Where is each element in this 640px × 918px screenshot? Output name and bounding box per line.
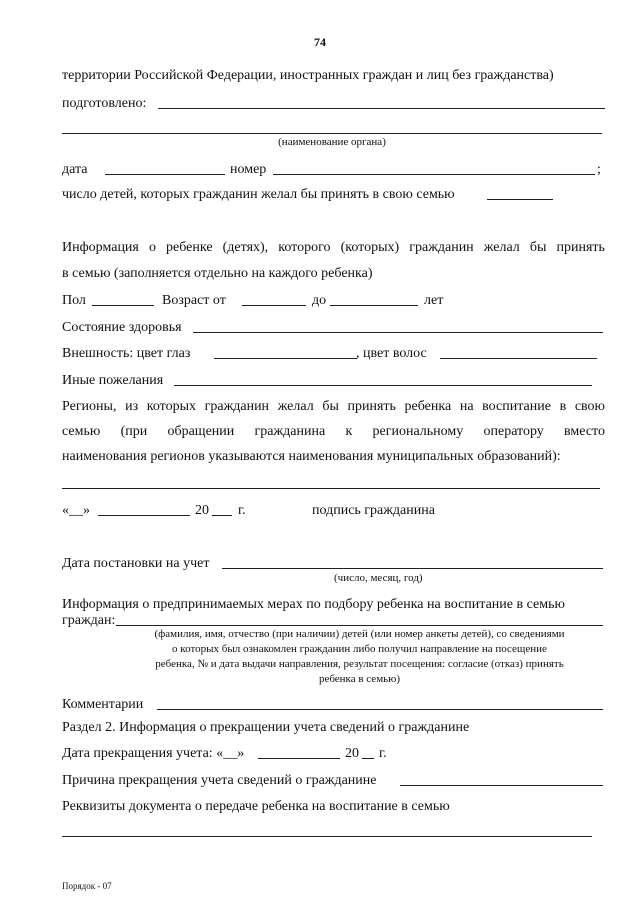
measures-line-1: Информация о предпринимаемых мерах по подбору ребенка на воспитание в семью (62, 597, 565, 612)
years-label: лет (424, 293, 444, 308)
footer-note: Порядок - 07 (62, 881, 112, 891)
prepared-blank[interactable] (158, 108, 605, 109)
citizen-signature-label: подпись гражданина (312, 503, 435, 518)
registration-date-label: Дата постановки на учет (62, 556, 210, 571)
info-child-line-2: в семью (заполняется отдельно на каждого ребенка) (62, 266, 373, 281)
children-count-blank[interactable] (487, 199, 553, 200)
sign-date-year-blank[interactable] (212, 515, 232, 516)
age-to-label: до (312, 293, 327, 308)
termination-reason-blank[interactable] (400, 785, 603, 786)
regions-blank[interactable] (62, 488, 600, 489)
regions-line-2: семью (при обращении гражданина к региональному оператору вместо (62, 424, 605, 439)
measures-blank[interactable] (116, 625, 603, 626)
termination-reason-label: Причина прекращения учета сведений о гражданине (62, 773, 377, 788)
sign-date-year-suffix: г. (238, 503, 246, 518)
termination-year-suffix: г. (379, 746, 387, 761)
termination-year-prefix: 20 (345, 746, 359, 761)
regions-line-1: Регионы, из которых гражданин желал бы принять ребенка на воспитание в свою (62, 399, 605, 414)
wishes-blank[interactable] (174, 385, 592, 386)
age-from-blank[interactable] (242, 305, 306, 306)
sign-date-month-blank[interactable] (98, 515, 190, 516)
hair-color-label: , цвет волос (356, 346, 427, 361)
prepared-label: подготовлено: (62, 96, 147, 111)
health-label: Состояние здоровья (62, 320, 182, 335)
age-from-label: Возраст от (162, 293, 226, 308)
info-child-line-1: Информация о ребенке (детях), которого (которых) гражданин желал бы принять (62, 240, 605, 255)
sign-date-day: «__» (62, 503, 90, 518)
transfer-document-label: Реквизиты документа о передаче ребенка на воспитание в семью (62, 799, 450, 814)
registration-date-blank[interactable] (222, 568, 603, 569)
date-label: дата (62, 162, 88, 177)
termination-year-blank[interactable] (362, 758, 374, 759)
regions-line-3: наименования регионов указываются наименования муниципальных образований): (62, 449, 561, 464)
semicolon: ; (597, 162, 601, 177)
age-to-blank[interactable] (330, 305, 418, 306)
date-blank[interactable] (105, 174, 225, 175)
page-number: 74 (314, 35, 326, 49)
eye-color-label: Внешность: цвет глаз (62, 346, 191, 361)
measures-caption-4: ребенка в семью) (318, 673, 401, 685)
measures-caption-1: (фамилия, имя, отчество (при наличии) детей (или номер анкеты детей), со сведениями (154, 628, 565, 640)
territory-line: территории Российской Федерации, иностранных граждан и лиц без гражданства) (62, 68, 554, 83)
transfer-document-blank[interactable] (62, 836, 592, 837)
number-blank[interactable] (273, 174, 595, 175)
measures-line-2: граждан: (62, 613, 116, 628)
termination-month-blank[interactable] (258, 758, 340, 759)
comments-label: Комментарии (62, 697, 144, 712)
organ-blank[interactable] (62, 133, 602, 134)
sex-label: Пол (62, 293, 86, 308)
comments-blank[interactable] (157, 709, 603, 710)
sign-date-year-prefix: 20 (195, 503, 209, 518)
eye-color-blank[interactable] (214, 358, 357, 359)
hair-color-blank[interactable] (440, 358, 597, 359)
organ-caption: (наименование органа) (278, 136, 386, 148)
registration-date-caption: (число, месяц, год) (334, 572, 423, 584)
measures-caption-2: о которых был ознакомлен гражданин либо получил направление на посещение (172, 643, 547, 655)
number-label: номер (230, 162, 267, 177)
children-count-label: число детей, которых гражданин желал бы принять в свою семью (62, 187, 455, 202)
wishes-label: Иные пожелания (62, 373, 164, 388)
measures-caption-3: ребенка, № и дата выдачи направления, результат посещения: согласие (отказ) принять (155, 658, 564, 670)
health-blank[interactable] (193, 332, 603, 333)
termination-date-label: Дата прекращения учета: «__» (62, 746, 245, 761)
section-2-heading: Раздел 2. Информация о прекращении учета сведений о гражданине (62, 720, 470, 735)
sex-blank[interactable] (92, 305, 154, 306)
